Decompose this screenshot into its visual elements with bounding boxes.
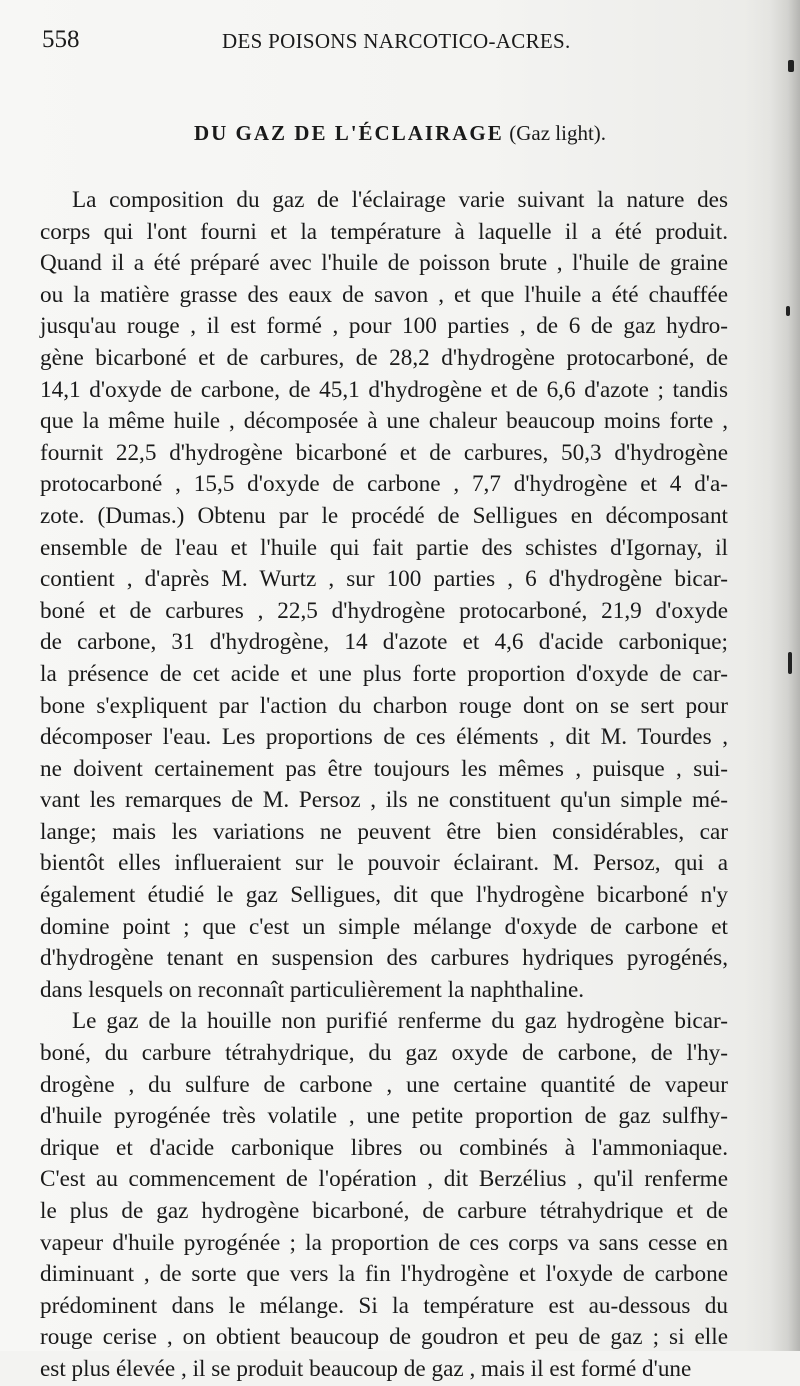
text-line: la présence de cet acide et une plus forte proportion d'oxyde de car- xyxy=(40,660,728,687)
text-line: également étudié le gaz Selligues, dit que l'hydrogène bicarboné n'y xyxy=(40,882,728,909)
paragraph-2 xyxy=(40,1006,728,1385)
text-line: de carbone, 31 d'hydrogène, 14 d'azote et 4,6 d'acide carbonique; xyxy=(40,629,728,656)
page-header xyxy=(42,26,742,56)
text-line: que la même huile , décomposée à une chaleur beaucoup moins forte , xyxy=(40,408,728,435)
text-line: vant les remarques de M. Persoz , ils ne constituent qu'un simple mé- xyxy=(40,787,728,814)
text-line: décomposer l'eau. Les proportions de ces éléments , dit M. Tourdes , xyxy=(40,724,728,751)
text-line: le plus de gaz hydrogène bicarboné, de carbure tétrahydrique et de xyxy=(40,1198,728,1224)
text-line: boné et de carbures , 22,5 d'hydrogène protocarboné, 21,9 d'oxyde xyxy=(40,597,728,624)
text-line: gène bicarboné et de carbures, de 28,2 d'hydrogène protocarboné, de xyxy=(40,344,728,371)
text-line: lange; mais les variations ne peuvent être bien considérables, car xyxy=(40,818,728,845)
margin-mark xyxy=(788,60,794,72)
margin-mark xyxy=(786,306,790,316)
text-line: bientôt elles influeraient sur le pouvoir éclairant. M. Persoz, qui a xyxy=(40,850,728,877)
text-line: prédominent dans le mélange. Si la température est au-dessous du xyxy=(40,1292,728,1319)
text-line: est plus élevée , il se produit beaucoup de gaz , mais il est formé d'une xyxy=(40,1355,692,1382)
section-title-main: DU GAZ DE L'ÉCLAIRAGE xyxy=(193,121,504,145)
text-line: ou la matière grasse des eaux de savon , et que l'huile a été chauffée xyxy=(40,281,728,308)
text-line: diminuant , de sorte que vers la fin l'hydrogène et l'oxyde de carbone xyxy=(40,1261,728,1288)
body-text xyxy=(40,185,728,1386)
text-line: Quand il a été préparé avec l'huile de poisson brute , l'huile de graine xyxy=(40,250,728,277)
text-line: zote. (Dumas.) Obtenu par le procédé de Selligues en décomposant xyxy=(40,502,728,529)
running-head: DES POISONS NARCOTICO-ACRES. xyxy=(222,29,571,53)
page-edge-shadow xyxy=(770,0,800,1351)
text-line: 14,1 d'oxyde de carbone, de 45,1 d'hydrogène et de 6,6 d'azote ; tandis xyxy=(40,376,728,403)
page-number: 558 xyxy=(42,26,80,53)
text-line: rouge cerise , on obtient beaucoup de goudron et peu de gaz ; si elle xyxy=(40,1324,728,1351)
text-line: bone s'expliquent par l'action du charbon rouge dont on se sert pour xyxy=(40,692,728,719)
text-line: dans lesquels on reconnaît particulièrement la naphthaline. xyxy=(40,976,585,1003)
text-line: drique et d'acide carbonique libres ou combinés à l'ammoniaque. xyxy=(40,1134,728,1161)
section-title-sub: (Gaz light). xyxy=(509,121,607,145)
text-line: Le gaz de la houille non purifié renferme du gaz hydrogène bicar- xyxy=(72,1008,728,1035)
text-line: contient , d'après M. Wurtz , sur 100 parties , 6 d'hydrogène bicar- xyxy=(40,566,728,593)
text-line: La composition du gaz de l'éclairage varie suivant la nature des xyxy=(72,187,728,213)
text-line: drogène , du sulfure de carbone , une certaine quantité de vapeur xyxy=(40,1071,728,1098)
margin-mark xyxy=(788,652,792,674)
text-line: jusqu'au rouge , il est formé , pour 100 parties , de 6 de gaz hydro- xyxy=(40,313,728,340)
text-line: ensemble de l'eau et l'huile qui fait partie des schistes d'Igornay, il xyxy=(40,534,728,561)
text-line: boné, du carbure tétrahydrique, du gaz oxyde de carbone, de l'hy- xyxy=(40,1040,728,1067)
text-line: C'est au commencement de l'opération , dit Berzélius , qu'il renferme xyxy=(40,1166,728,1193)
text-line: domine point ; que c'est un simple mélange d'oxyde de carbone et xyxy=(40,913,728,940)
text-line: d'hydrogène tenant en suspension des carbures hydriques pyrogénés, xyxy=(40,945,728,972)
text-line: corps qui l'ont fourni et la température à laquelle il a été produit. xyxy=(40,218,728,245)
text-line: fournit 22,5 d'hydrogène bicarboné et de carbures, 50,3 d'hydrogène xyxy=(40,439,728,466)
text-line: vapeur d'huile pyrogénée ; la proportion de ces corps va sans cesse en xyxy=(40,1229,728,1256)
text-line: protocarboné , 15,5 d'oxyde de carbone , 7,7 d'hydrogène et 4 d'a- xyxy=(40,471,728,498)
paragraph-1 xyxy=(40,185,728,1006)
section-title xyxy=(0,120,800,146)
text-line: ne doivent certainement pas être toujours les mêmes , puisque , sui- xyxy=(40,755,728,782)
text-line: d'huile pyrogénée très volatile , une petite proportion de gaz sulfhy- xyxy=(40,1103,728,1130)
